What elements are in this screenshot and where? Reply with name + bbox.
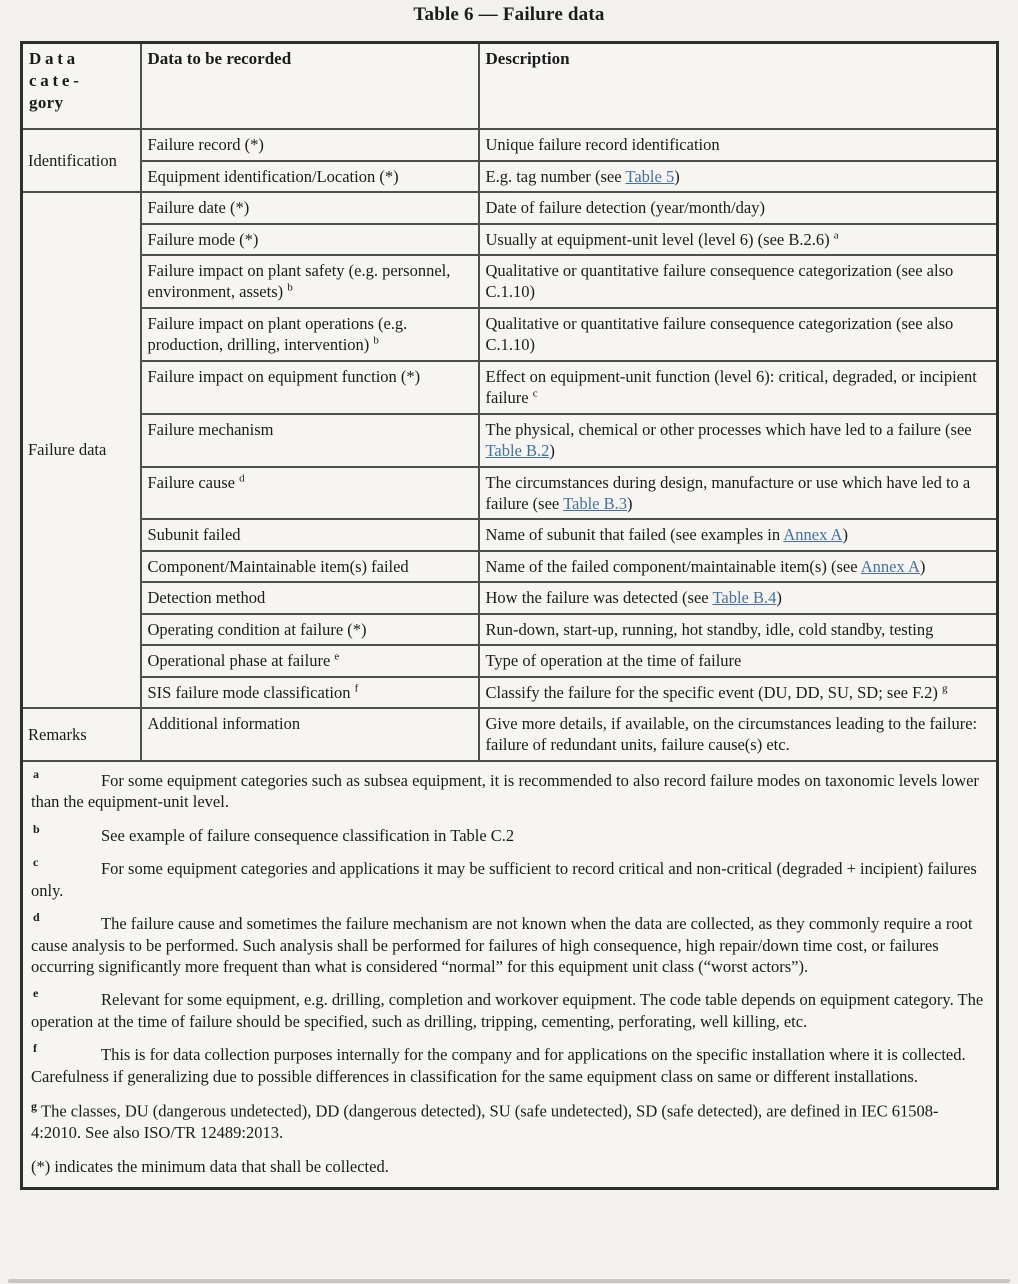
description-cell: Run-down, start-up, running, hot standby, idle, cold standby, testing [479,614,998,645]
header-data-category-line1: Data cate- [29,49,83,91]
footnote-ref-b: b [287,281,293,294]
footnote-min-data-note: (*) indicates the minimum data that shall be collected. [31,1156,389,1176]
category-cell-identification: Identification [22,129,141,192]
description-cell: The physical, chemical or other processes which have led to a failure (see Table B.2) [479,414,998,467]
footnote-label-d: d [33,910,40,925]
footnote-f: f This is for data collection purposes internally for the company and for applications on the specific installation where it is collected. Carefulness if generalizing due to possible differences in classification for the same equipment class on same or different installations. [31,1041,966,1086]
footnote-d: d The failure cause and sometimes the failure mechanism are not known when the data are collected, as they commonly require a root cause analysis to be performed. Such analysis shall be performed for failures of high consequence, high repair/down time cost, or failures occurring significantly more frequent than what is considered “normal” for this equipment unit class (“worst actors”). [31,910,973,976]
description-cell: Give more details, if available, on the circumstances leading to the failure: failure of redundant units, failure cause(s) etc. [479,708,998,761]
category-cell-failure-data: Failure data [22,192,141,708]
category-cell-remarks: Remarks [22,708,141,761]
footnote-ref-g: g [941,682,948,695]
description-cell: Type of operation at the time of failure [479,645,998,676]
footnote-label-g: g [31,1099,37,1114]
footnote-label-c: c [33,855,39,870]
doc-link-annex-a[interactable]: Annex A [783,525,843,545]
description-cell: The circumstances during design, manufacture or use which have led to a failure (see Table B.3) [479,467,998,520]
header-row [22,43,998,130]
footnote-label-f: f [33,1041,37,1056]
doc-link-table-b-4[interactable]: Table B.4 [712,588,777,608]
description-cell: Qualitative or quantitative failure consequence categorization (see also C.1.10) [479,255,998,308]
table-row [22,614,998,645]
footnote-label-e: e [33,986,39,1001]
recorded-cell: Failure record (*) [141,129,479,160]
page-title: Table 6 — Failure data [413,4,605,25]
recorded-cell: Additional information [141,708,479,761]
doc-link-table-b-2[interactable]: Table B.2 [485,441,550,461]
table-row [22,467,998,520]
footnote-a: a For some equipment categories such as subsea equipment, it is recommended to also record failure modes on taxonomic levels lower than the equipment-unit level. [31,766,979,812]
description-cell: Name of subunit that failed (see examples in Annex A) [479,519,998,550]
recorded-cell: Equipment identification/Location (*) [141,161,479,192]
recorded-cell: Failure impact on equipment function (*) [141,361,479,414]
table-row [22,551,998,582]
header-description: Description [479,43,998,130]
recorded-cell: SIS failure mode classification $^f$ [141,677,479,708]
description-cell: Qualitative or quantitative failure consequence categorization (see also C.1.10) [479,308,998,361]
table-row [22,361,998,414]
table-row [22,224,998,255]
footnote-label-b: b [33,821,40,836]
footnote-g: $^g$ The classes, DU (dangerous undetected), DD (dangerous detected), SU (safe undetected), SD (safe detected), are defined in IEC 61508-4:2010. See also ISO/TR 12489:2013. [31,1099,939,1143]
recorded-cell: Failure mechanism [141,414,479,467]
footnote-e: e Relevant for some equipment, e.g. drilling, completion and workover equipment. The code table depends on equipment category. The operation at the time of failure should be specified, such as drilling, tripping, cementing, perforating, well killing, etc. [31,986,984,1031]
table-row [22,308,998,361]
recorded-cell: Failure impact on plant safety (e.g. personnel, environment, assets) $^b$ [141,255,479,308]
doc-link-table-5[interactable]: Table 5 [625,166,675,186]
footnote-b: b See example of failure consequence classification in Table C.2 [33,821,515,845]
failure-data-table [20,41,999,1190]
footnote-ref-b: b [373,334,379,347]
description-cell: Unique failure record identification [479,129,998,160]
footnote-ref-c: c [532,387,538,400]
description-cell: Usually at equipment-unit level (level 6) (see B.2.6) $^a$ [479,224,998,255]
footnote-ref-f: f [354,682,359,695]
doc-link-annex-a[interactable]: Annex A [860,556,920,576]
table-row [22,645,998,676]
recorded-cell: Operating condition at failure (*) [141,614,479,645]
footnotes-section [22,761,998,1189]
header-data-category-line2: gory [29,93,64,113]
table-row [22,519,998,550]
footnote-c: c For some equipment categories and applications it may be sufficient to record critical and non-critical (degraded + incipient) failures only. [31,855,977,900]
header-data-to-be-recorded: Data to be recorded [141,43,479,130]
recorded-cell: Subunit failed [141,519,479,550]
recorded-cell: Failure impact on plant operations (e.g. production, drilling, intervention) $^b$ [141,308,479,361]
recorded-cell: Failure date (*) [141,192,479,223]
recorded-cell: Component/Maintainable item(s) failed [141,551,479,582]
footnote-label-a: a [33,766,39,781]
table-row [22,414,998,467]
description-cell: Date of failure detection (year/month/day) [479,192,998,223]
table-row [22,582,998,613]
recorded-cell: Detection method [141,582,479,613]
header-data-category [22,43,141,130]
footnote-ref-a: a [833,229,839,242]
recorded-cell: Failure cause $^d$ [141,467,479,520]
description-cell: E.g. tag number (see Table 5) [479,161,998,192]
table-row [22,129,998,160]
table-row [22,708,998,761]
table-row [22,161,998,192]
footnotes-row [22,761,998,1189]
table-row [22,255,998,308]
description-cell: Classify the failure for the specific event (DU, DD, SU, SD; see F.2) $^g$ [479,677,998,708]
table-row [22,677,998,708]
table-row [22,192,998,223]
description-cell: How the failure was detected (see Table B.4) [479,582,998,613]
recorded-cell: Failure mode (*) [141,224,479,255]
doc-link-table-b-3[interactable]: Table B.3 [563,493,627,513]
description-cell: Name of the failed component/maintainable item(s) (see Annex A) [479,551,998,582]
footnote-ref-d: d [239,472,245,485]
footnote-ref-e: e [334,650,340,663]
description-cell: Effect on equipment-unit function (level 6): critical, degraded, or incipient failure $^c$ [479,361,998,414]
recorded-cell: Operational phase at failure $^e$ [141,645,479,676]
